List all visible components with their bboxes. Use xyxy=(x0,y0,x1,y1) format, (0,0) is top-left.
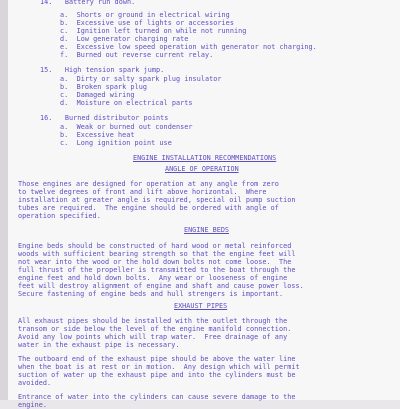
list-subitem: c. Damaged wiring xyxy=(60,91,135,99)
list-item-14-title: 14. Battery run down. xyxy=(40,0,136,6)
list-subitem: b. Excessive use of lights or accessories xyxy=(60,19,234,27)
list-subitem: f. Burned out reverse current relay. xyxy=(60,51,214,59)
list-subitem: d. Low generator charging rate xyxy=(60,35,189,43)
list-subitem: b. Excessive heat xyxy=(60,131,135,139)
paragraph-line: engine feet and hold down bolts. Any wear or looseness of engine xyxy=(18,274,288,282)
list-subitem: a. Shorts or ground in electrical wiring xyxy=(60,11,230,19)
paragraph-line: installation at greater angle is required, special oil pump suction xyxy=(18,196,296,204)
list-subitem: a. Dirty or salty spark plug insulator xyxy=(60,75,222,83)
document-page xyxy=(8,0,400,409)
paragraph-line: Those engines are designed for operation at any angle from zero xyxy=(18,180,279,188)
paragraph-line: full thrust of the propeller is transmitted to the boat through the xyxy=(18,266,296,274)
list-subitem: c. Ignition left turned on while not running xyxy=(60,27,247,35)
paragraph-line: feet will destroy alignment of engine and shaft and cause power loss. xyxy=(18,282,304,290)
list-item-16-title: 16. Burned distributor points xyxy=(40,114,169,122)
main-heading: ENGINE INSTALLATION RECOMMENDATIONS xyxy=(133,154,277,162)
section-heading-exhaust-pipes: EXHAUST PIPES xyxy=(174,302,228,310)
paragraph-line: Secure fastening of engine beds and hull strengers is important. xyxy=(18,290,284,298)
paragraph-line: Avoid any low points which will trap water. Free drainage of any xyxy=(18,333,288,341)
paragraph-line: Entrance of water into the cylinders can cause severe damage to the xyxy=(18,393,296,401)
section-heading-engine-beds: ENGINE BEDS xyxy=(184,226,230,234)
paragraph-line: transom or side below the level of the engine manifold connection. xyxy=(18,325,292,333)
paragraph-line: suction of water up the exhaust pipe and into the cylinders must be xyxy=(18,371,296,379)
paragraph-line: operation specified. xyxy=(18,212,101,220)
list-subitem: e. Excessive low speed operation with generator not charging. xyxy=(60,43,317,51)
paragraph-line: woods with sufficient bearing strength so that the engine feet will xyxy=(18,250,296,258)
section-heading-angle: ANGLE OF OPERATION xyxy=(165,165,239,173)
paragraph-line: not wear into the wood or the hold down bolts not come loose. The xyxy=(18,258,292,266)
list-item-15-title: 15. High tension spark jump. xyxy=(40,66,165,74)
page-edge xyxy=(0,0,8,400)
paragraph-line: water in the exhaust pipe is necessary. xyxy=(18,341,180,349)
list-subitem: a. Weak or burned out condenser xyxy=(60,123,193,131)
paragraph-line: engine. xyxy=(18,401,47,409)
list-subitem: c. Long ignition point use xyxy=(60,139,172,147)
paragraph-line: when the boat is at rest or in motion. Any design which will permit xyxy=(18,363,300,371)
paragraph-line: tubes are required. The engine should be ordered with angle of xyxy=(18,204,279,212)
list-subitem: b. Broken spark plug xyxy=(60,83,147,91)
paragraph-line: All exhaust pipes should be installed with the outlet through the xyxy=(18,317,288,325)
paragraph-line: to twelve degrees of front and lift above horizontal. Where xyxy=(18,188,267,196)
paragraph-line: Engine beds should be constructed of hard wood or metal reinforced xyxy=(18,242,292,250)
list-subitem: d. Moisture on electrical parts xyxy=(60,99,193,107)
paragraph-line: The outboard end of the exhaust pipe should be above the water line xyxy=(18,355,296,363)
paragraph-line: avoided. xyxy=(18,379,52,387)
